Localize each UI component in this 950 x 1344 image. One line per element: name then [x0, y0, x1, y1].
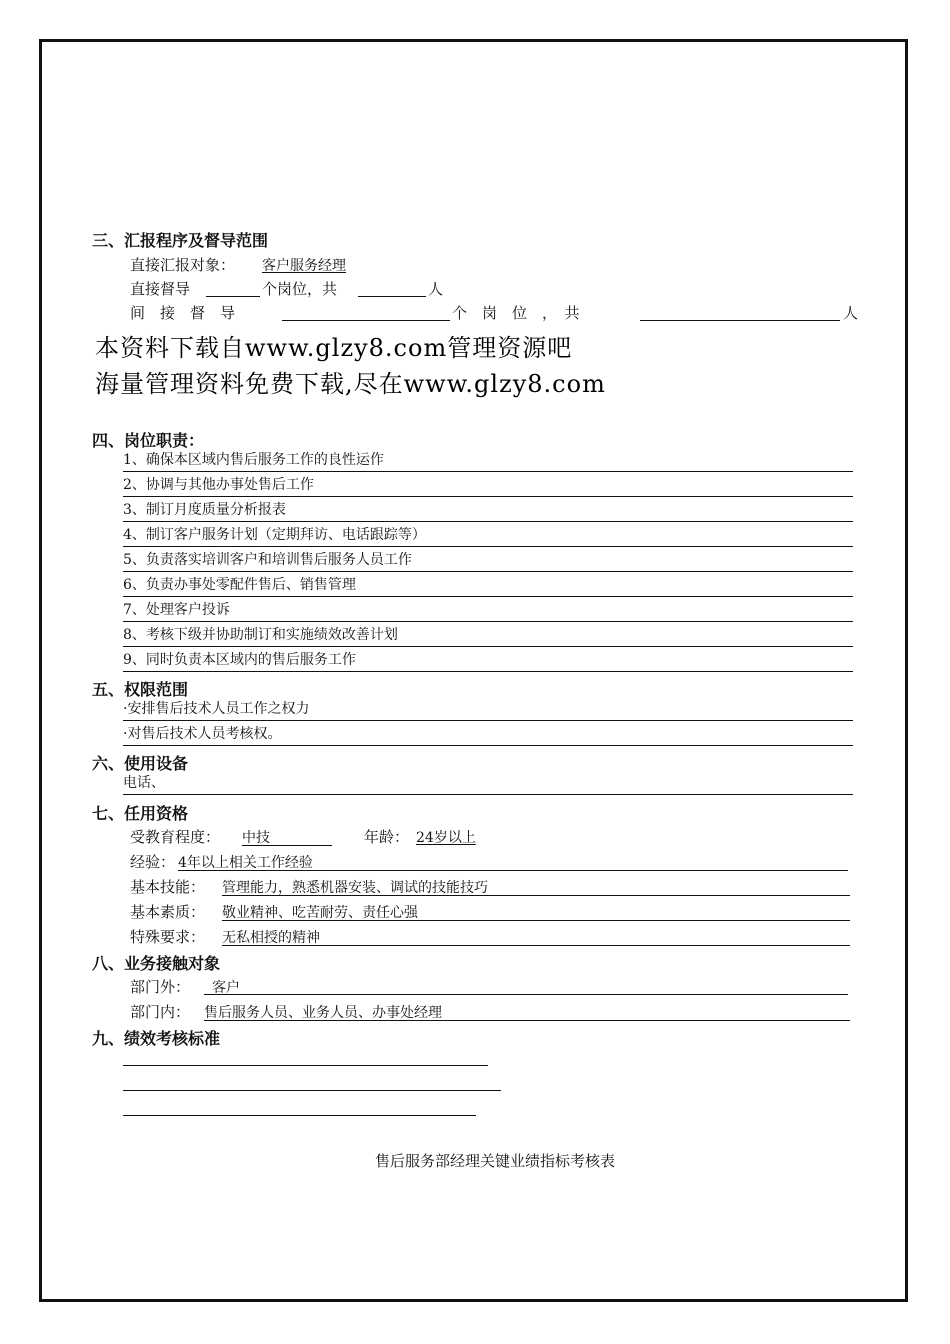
- experience-value: 4年以上相关工作经验: [178, 852, 848, 871]
- watermark-line-1: 本资料下载自www.glzy8.com管理资源吧: [95, 334, 573, 362]
- section-5-title: 五、权限范围: [92, 680, 189, 699]
- direct-supervise-label: 直接督导: [130, 280, 191, 298]
- kpi-table-title: 售后服务部经理关键业绩指标考核表: [374, 1152, 615, 1170]
- outside-dept-label: 部门外：: [130, 978, 191, 996]
- education-value: 中技: [242, 827, 332, 846]
- duty-item: 6、负责办事处零配件售后、销售管理: [123, 574, 853, 597]
- authority-item: ·安排售后技术人员工作之权力: [123, 698, 853, 721]
- inside-dept-value: 售后服务人员、业务人员、办事处经理: [204, 1002, 850, 1021]
- duty-item: 4、制订客户服务计划（定期拜访、电话跟踪等）: [123, 524, 853, 547]
- inside-dept-label: 部门内：: [130, 1003, 191, 1021]
- duty-item: 3、制订月度质量分析报表: [123, 499, 853, 522]
- watermark-line-2: 海量管理资料免费下载,尽在www.glzy8.com: [95, 370, 606, 398]
- experience-label: 经验：: [130, 853, 176, 871]
- direct-supervise-count-blank: [358, 296, 426, 297]
- duty-item: 9、同时负责本区域内的售后服务工作: [123, 649, 853, 672]
- direct-supervise-mid: 个岗位，共: [262, 280, 338, 298]
- indirect-supervise-count-blank: [640, 320, 840, 321]
- kpi-blank-line: [123, 1090, 501, 1091]
- duty-item: 1、确保本区域内售后服务工作的良性运作: [123, 449, 853, 472]
- section-3-title: 三、汇报程序及督导范围: [92, 231, 269, 250]
- kpi-blank-line: [123, 1065, 488, 1066]
- quality-label: 基本素质：: [130, 903, 206, 921]
- special-value: 无私相授的精神: [222, 927, 850, 946]
- direct-supervise-positions-blank: [206, 296, 260, 297]
- indirect-supervise-positions-blank: [282, 320, 450, 321]
- indirect-supervise-mid: 个 岗 位 ， 共: [452, 304, 580, 322]
- age-label: 年龄：: [364, 828, 410, 846]
- authority-item: ·对售后技术人员考核权。: [123, 723, 853, 746]
- section-4-title: 四、岗位职责：: [92, 431, 205, 450]
- section-8-title: 八、业务接触对象: [92, 954, 221, 973]
- direct-supervise-unit: 人: [428, 280, 444, 298]
- duty-item: 2、协调与其他办事处售后工作: [123, 474, 853, 497]
- indirect-supervise-unit: 人: [843, 304, 859, 322]
- outside-dept-value: 客户: [204, 977, 848, 995]
- direct-report-value: 客户服务经理: [262, 258, 346, 274]
- duty-item: 5、负责落实培训客户和培训售后服务人员工作: [123, 549, 853, 572]
- education-label: 受教育程度：: [130, 828, 221, 846]
- section-7-title: 七、任用资格: [92, 804, 189, 823]
- equipment-value: 电话、: [123, 772, 853, 795]
- quality-value: 敬业精神、吃苦耐劳、责任心强: [222, 902, 850, 921]
- duty-item: 7、处理客户投诉: [123, 599, 853, 622]
- section-6-title: 六、使用设备: [92, 754, 189, 773]
- skill-label: 基本技能：: [130, 878, 206, 896]
- age-value: 24岁以上: [416, 830, 476, 846]
- kpi-blank-line: [123, 1115, 476, 1116]
- special-label: 特殊要求：: [130, 928, 206, 946]
- direct-report-label: 直接汇报对象：: [130, 256, 236, 274]
- duty-item: 8、考核下级并协助制订和实施绩效改善计划: [123, 624, 853, 647]
- section-9-title: 九、绩效考核标准: [92, 1029, 221, 1048]
- indirect-supervise-label: 间 接 督 导: [130, 304, 236, 322]
- skill-value: 管理能力，熟悉机器安装、调试的技能技巧: [222, 877, 850, 896]
